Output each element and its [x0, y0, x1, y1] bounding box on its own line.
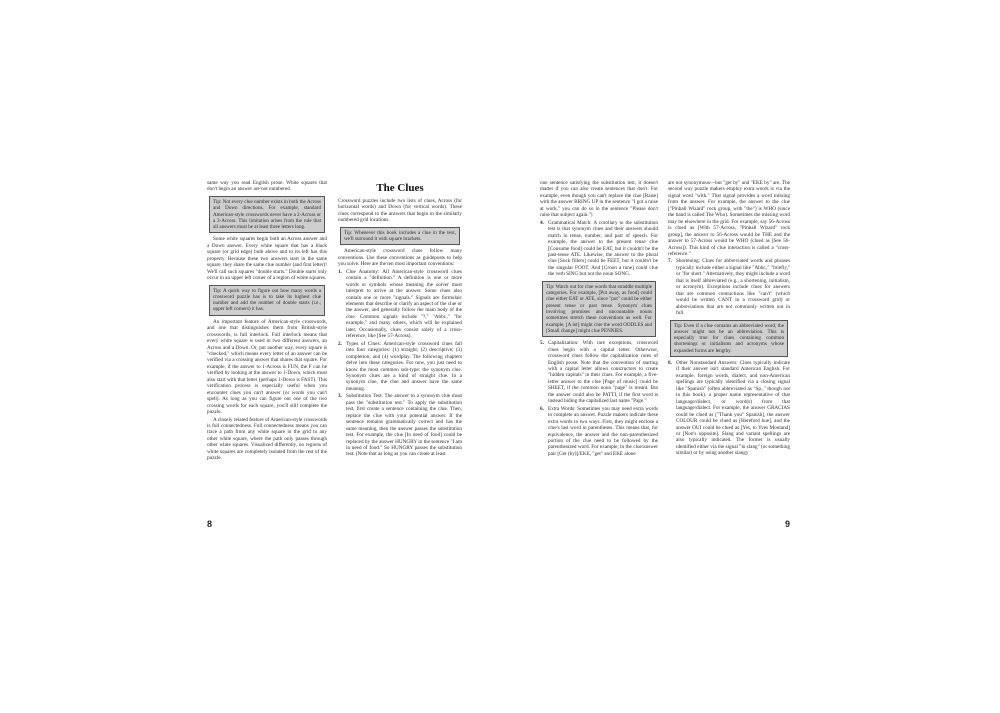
right-column-2	[668, 180, 790, 510]
tip-box: Tip: Whenever this book includes a clue in the text, we'll surround it with square brackets.	[340, 227, 460, 246]
section-heading: The Clues	[376, 182, 424, 194]
list-number: 1.	[338, 268, 342, 275]
list-number: 8.	[668, 360, 672, 366]
tip-box: Tip: Watch out for clue words that straddle multiple categories. For example, [Put away, as food] could clue either EAT or ATE, since "put" could be either present tense or past tense. Synonym clues involving promises and uncountable nouns sometimes stretch these conventions as well. For example, [A lot] might clue the word OODLES and [Small change] might clue PENNIES.	[542, 281, 656, 337]
list-text: Shortening: Clues for abbreviated words and phrases typically include either a signal like "Abbr.," "briefly," or "for short." Alternatively, they might include a word that is itself abbreviated (e.g., a shortening, initialism, or acronym). Exceptions include clues for answers that are common contractions like "can't" (which would be written CANT in a crossword grid) or abbreviations that are not commonly written out in full.	[676, 258, 790, 317]
paragraph: same way you read English prose. White squares that don't begin an answer are not numbered.	[207, 180, 327, 193]
left-column-1	[207, 180, 327, 510]
paragraph: Crossword puzzles include two lists of clues, Across (for horizontal words) and Down (for vertical words). These clues correspond to the answers that begin in the similarly numbered grid locations.	[338, 198, 462, 224]
list-number: 6.	[540, 405, 544, 412]
tip-box: Tip: Even if a clue contains an abbreviated word, the answer might not be an abbreviation. This is especially true for clues containing common shortenings or initialisms and acronyms whose expanded forms are lengthy.	[670, 320, 788, 357]
list-item	[338, 269, 462, 340]
list-number: 7.	[668, 258, 672, 265]
list-text: Capitalization: With rare exceptions, crossword clues begin with a capital letter. Otherwise, crossword clues follow the capitalization rules of English prose. Note that the convention of starting with a capital letter allows constructors to create "hidden capitals" in their clues. For example, a five-letter answer to the clue [Page of music] could be SHEET, if the common noun "page" is meant. But the answer could also be PATTI, if the first word is instead hiding the capitalized last name "Page."	[548, 340, 658, 405]
list-item	[338, 393, 462, 458]
list-text: Types of Clues: American-style crossword clues fall into four categories: (1) straight; (2) descriptive; (3) completion; and (4) wordplay. The following chapters delve into these categories. For now, you just need to know the most common sub-type: the synonym clue. Synonym clues are a kind of straight clue. In a synonym clue, the clue and answer have the same meaning.	[346, 340, 462, 392]
list-item	[540, 220, 658, 278]
list-item	[540, 406, 658, 458]
list-item	[668, 258, 790, 316]
list-number: 3.	[338, 393, 342, 400]
left-page	[207, 180, 462, 535]
right-column-1	[540, 180, 658, 510]
paragraph: Some white squares begin both an Across answer and a Down answer. Every white square that has a black square (or grid edge) both above and to its left has this property. Because these two answers start in the same square, they share the same clue number (and first letter)! We'll call such squares "double starts." Double starts only occur in an upper left corner of a region of white squares.	[207, 236, 327, 282]
list-item	[668, 360, 790, 457]
list-number: 2.	[338, 340, 342, 347]
paragraph: one sentence satisfying the substitution test, it doesn't matter if you can also create sentences that don't. For example, even though you can't replace the clue [Raise] with the answer BRING UP in the sentence "I got a raise at work," you can do so in the sentence "Please don't raise that subject again.")	[540, 180, 658, 219]
tip-box: Tip: A quick way to figure out how many words a crossword puzzle has is to take its highest clue number and add the number of double starts (i.e., upper left corners) it has.	[209, 285, 325, 316]
paragraph: are not synonymous—but "get by" and "EKE by" are. The second way puzzle makers employ extra words is via the signal word "with." That signal provides a word missing from the answer. For example, the answer to the clue ["Pinball Wizard" rock group, with "the"] is WHO (since the band is called The Who). Sometimes the missing word may be elsewhere in the grid. For example, say 56-Across is clued as [With 57-Across, "Pinball Wizard" rock group], the answer to 56-Across would be THE and the answer to 57-Across would be WHO (clued as [See 56-Across]). This kind of clue interaction is called a "cross-reference."	[668, 180, 790, 257]
list-number: 4.	[540, 219, 544, 226]
page-number: 8	[207, 519, 213, 529]
list-text: Substitution Test: The answer to a synonym clue must pass the "substitution test." To apply the substitution test, first create a sentence containing the clue. Then, replace the clue with your potential answer. If the sentence remains grammatically correct and has the same meaning, then the answer passes the substitution test. For example, the clue [In need of food] could be replaced by the answer HUNGRY in the sentence "I am in need of food." So HUNGRY passes the substitution test. (Note that as long as you can create at least	[346, 393, 462, 458]
paragraph: An important feature of American-style crosswords, and one that distinguishes them from British-style crosswords, is full interlock. Full interlock means that every white square is used in two different answers, an Across and a Down. Or, put another way, every square is "checked," which means every letter of an answer can be verified via a crossing answer that shares that square. For example, if the answer to 1-Across is FUN, the F can be verified by looking at the answer to 1-Down, which must also start with that letter (perhaps 1-Down is FAST). This verification process is especially useful when you encounter clues you can't answer (or words you can't spell). As long as you can figure out one of the two crossing words for each square, you'll still complete the puzzle.	[207, 318, 327, 416]
list-text: Grammatical Match: A corollary to the substitution test is that synonym clues and their answers should match in tense, number, and part of speech. For example, the answer to the present tense clue [Consume food] could be EAT, but it couldn't be the past-tense ATE. Likewise, the answer to the plural clue [Sock fillers] could be FEET, but it couldn't be the singular FOOT. And [Croon a tune] could clue the verb SING but not the noun SONG.	[548, 219, 658, 278]
list-item	[338, 341, 462, 393]
paragraph: American-style crossword clues follow many conventions. Use these conventions as guideposts to help you solve. Here are the ten most important conventions:	[338, 248, 462, 268]
list-number: 5.	[540, 340, 544, 347]
right-page	[540, 180, 790, 535]
list-text: Clue Anatomy: All American-style crossword clues contain a "definition." A definition is one or more words or symbols whose meaning the solver must interpret to arrive at the answer. Some clues also contain one or more "signals." Signals are formulaic elements that describe or clarify an aspect of the clue or the answer, and generally follow the main body of the clue. Common signals include "?," "Abbr.," "for example," and many others, which will be explained later. Occasionally, clues consist solely of a cross-reference, like [See 57-Across].	[346, 268, 462, 340]
list-item	[540, 340, 658, 405]
paragraph: A closely related feature of American-style crosswords is full connectedness. Full connectedness means you can trace a path from any white square in the grid to any other white square, where the path only passes through other white squares. Visualized differently, no regions of white squares are completely isolated from the rest of the puzzle.	[207, 416, 327, 462]
left-column-2	[338, 180, 462, 510]
list-text: Extra Words: Sometimes you may need extra words to complete an answer. Puzzle makers indicate these extra words in two ways. First, they might enclose a clue's last word in parentheses. This means that, for equivalence, the answer and the non-parenthesized portion of the clue need to be followed by the parenthesized word. For example, in the clue/answer pair [Get (by)]/EKE, "get" and EKE alone	[548, 405, 658, 457]
page-number: 9	[784, 519, 790, 529]
tip-box: Tip: Not every clue number exists in both the Across and Down directions. For example, standard American-style crosswords never have a 2-Across or a 3-Across. This limitation arises from the rule that all answers must be at least three letters long.	[209, 196, 325, 233]
list-text: Other Nonstandard Answers: Clues typically indicate if their answer isn't standard American English. For example, foreign words, dialect, and non-American spellings are typically identified via a closing signal like "Spanish" (often abbreviated as "Sp.," though not in this book), a proper name representative of that language/dialect, or word(s) from that language/dialect. For example, the answer GRACIAS could be clued as ["Thank you" Spanish], the answer COLOUR could be clued as [Hereford hue], and the answer OUI could be clued as [Yes, to Yves Montand] or [Non's opposite]. Slang and variant spellings are also typically indicated. The former is usually identified either via the signal "in slang" (or something similar) or by using another slangy	[676, 360, 790, 457]
